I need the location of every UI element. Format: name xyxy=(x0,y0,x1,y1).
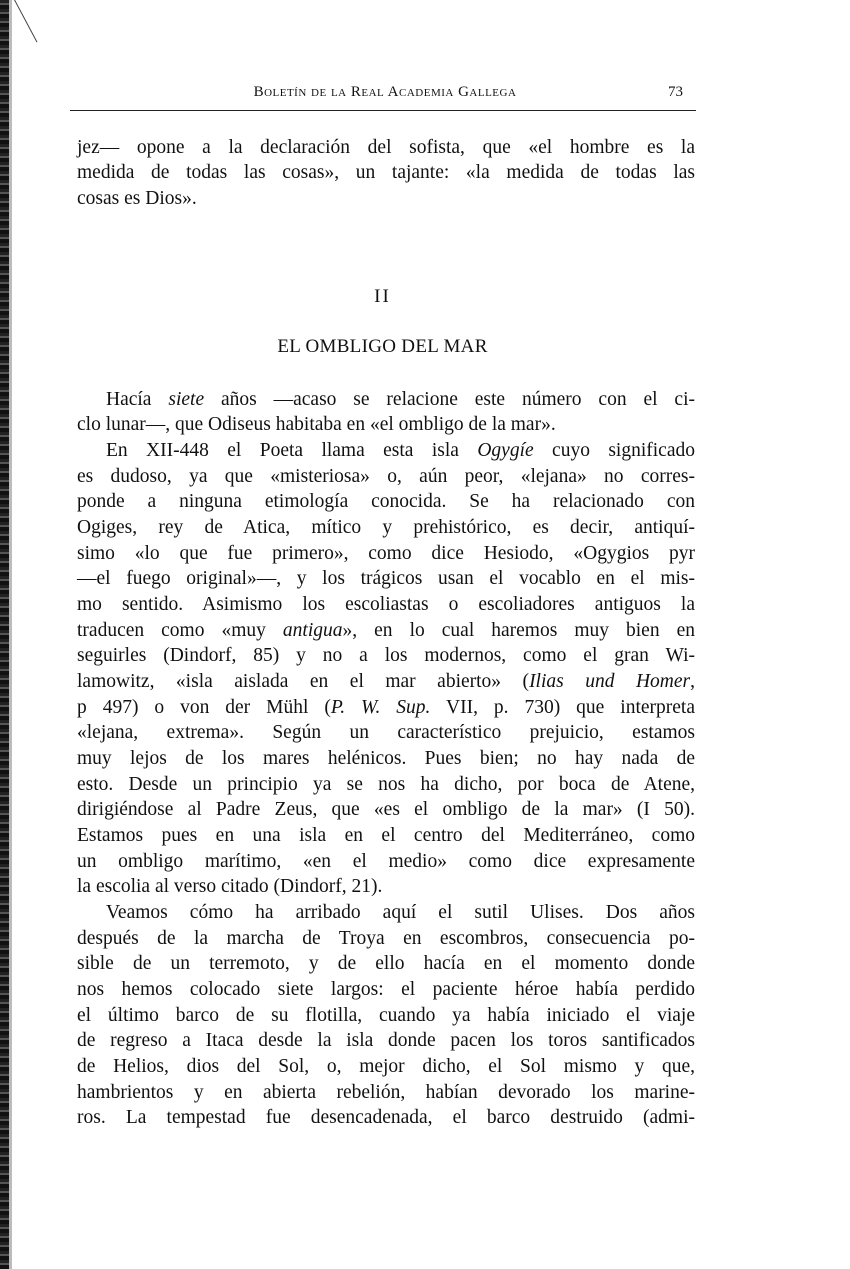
text-segment: ros. La tempestad fue desencadenada, el barco destruido (admi- xyxy=(77,1107,695,1128)
text-line xyxy=(77,161,695,185)
text-line xyxy=(77,798,695,822)
text-segment: la escolia al verso citado (Dindorf, 21). xyxy=(77,876,383,897)
text-segment: jez— opone a la declaración del sofista, que «el hombre es la xyxy=(77,137,695,158)
text-segment: un ombligo marítimo, «en el medio» como dice expresamente xyxy=(77,851,695,872)
text-line xyxy=(77,490,695,514)
text-segment: p 497) o von der Mühl ( xyxy=(77,697,331,718)
text-segment: de regreso a Itaca desde la isla donde pacen los toros santificados xyxy=(77,1030,695,1051)
text-line xyxy=(77,187,695,211)
text-segment: ponde a ninguna etimología conocida. Se ha relacionado con xyxy=(77,491,695,512)
text-segment: , xyxy=(690,671,696,692)
text-line xyxy=(77,773,695,797)
text-segment: Ogiges, rey de Atica, mítico y prehistórico, es decir, antiquí- xyxy=(77,517,695,538)
page-number: 73 xyxy=(668,84,683,100)
text-line xyxy=(77,567,695,591)
text-line xyxy=(77,465,695,489)
italic-text: siete xyxy=(168,389,205,410)
text-line xyxy=(77,747,695,771)
text-segment: lamowitz, «isla aislada en el mar abierto» ( xyxy=(77,671,530,692)
text-line xyxy=(77,619,695,643)
text-segment: muy lejos de los mares helénicos. Pues bien; no hay nada de xyxy=(77,748,695,769)
text-segment: cosas es Dios». xyxy=(77,188,197,209)
text-segment: Estamos pues en una isla en el centro del Mediterráneo, como xyxy=(77,825,695,846)
text-line xyxy=(77,927,695,951)
text-line xyxy=(77,670,695,694)
text-line xyxy=(106,388,695,412)
text-line xyxy=(77,644,695,668)
text-line xyxy=(77,952,695,976)
text-segment: años —acaso se relacione este número con el ci- xyxy=(204,389,695,410)
text-segment: hambrientos y en abierta rebelión, habían devorado los marine- xyxy=(77,1082,695,1103)
text-line xyxy=(77,1004,695,1028)
scan-edge-shadow xyxy=(9,0,12,1269)
text-segment: —el fuego original»—, y los trágicos usan el vocablo en el mis- xyxy=(77,568,695,589)
section-number: II xyxy=(374,286,391,307)
scan-mark xyxy=(14,0,37,42)
text-segment: Hacía xyxy=(106,389,169,410)
text-segment: traducen como «muy xyxy=(77,620,283,641)
text-line xyxy=(77,978,695,1002)
italic-text: Ogygíe xyxy=(477,440,534,461)
text-line xyxy=(77,721,695,745)
text-line xyxy=(77,1055,695,1079)
text-line xyxy=(77,542,695,566)
text-line xyxy=(77,136,695,160)
text-segment: nos hemos colocado siete largos: el paciente héroe había perdido xyxy=(77,979,695,1000)
text-line xyxy=(77,850,695,874)
text-segment: esto. Desde un principio ya se nos ha dicho, por boca de Atene, xyxy=(77,774,695,795)
text-line xyxy=(106,439,695,463)
header-rule xyxy=(70,110,696,111)
text-segment: En XII-448 el Poeta llama esta isla xyxy=(106,440,478,461)
italic-text: antigua xyxy=(282,620,343,641)
text-segment: Veamos cómo ha arribado aquí el sutil Ulises. Dos años xyxy=(106,902,695,923)
section-title: EL OMBLIGO DEL MAR xyxy=(277,336,488,357)
text-line xyxy=(77,875,695,899)
text-line xyxy=(77,1029,695,1053)
text-segment: VII, p. 730) que interpreta xyxy=(430,697,695,718)
text-segment: dirigiéndose al Padre Zeus, que «es el ombligo de la mar» (I 50). xyxy=(77,799,695,820)
text-line xyxy=(77,824,695,848)
text-segment: «lejana, extrema». Según un característico prejuicio, estamos xyxy=(77,722,695,743)
text-line xyxy=(106,901,695,925)
text-line xyxy=(77,1081,695,1105)
text-segment: de Helios, dios del Sol, o, mejor dicho, el Sol mismo y que, xyxy=(77,1056,695,1077)
italic-text: Ilias und Homer xyxy=(529,671,691,692)
text-segment: después de la marcha de Troya en escombros, consecuencia po- xyxy=(77,928,695,949)
italic-text: P. W. Sup. xyxy=(330,697,431,718)
text-line xyxy=(77,1106,695,1130)
text-segment: sible de un terremoto, y de ello hacía en el momento donde xyxy=(77,953,695,974)
text-segment: », en lo cual haremos muy bien en xyxy=(342,620,695,641)
text-segment: mo sentido. Asimismo los escoliastas o escoliadores antiguos la xyxy=(77,594,695,615)
running-head: Boletín de la Real Academia Gallega xyxy=(253,84,517,100)
text-segment: es dudoso, ya que «misteriosa» o, aún peor, «lejana» no corres- xyxy=(77,466,695,487)
text-line xyxy=(77,516,695,540)
text-line xyxy=(77,696,695,720)
text-segment: clo lunar—, que Odiseus habitaba en «el ombligo de la mar». xyxy=(77,414,556,435)
text-segment: seguirles (Dindorf, 85) y no a los modernos, como el gran Wi- xyxy=(77,645,695,666)
text-segment: el último barco de su flotilla, cuando ya había iniciado el viaje xyxy=(77,1005,695,1026)
text-segment: medida de todas las cosas», un tajante: «la medida de todas las xyxy=(77,162,695,183)
scan-edge xyxy=(0,0,9,1269)
text-line xyxy=(77,593,695,617)
text-line xyxy=(77,413,695,437)
text-segment: simo «lo que fue primero», como dice Hesiodo, «Ogygios pyr xyxy=(77,543,695,564)
text-segment: cuyo significado xyxy=(533,440,695,461)
